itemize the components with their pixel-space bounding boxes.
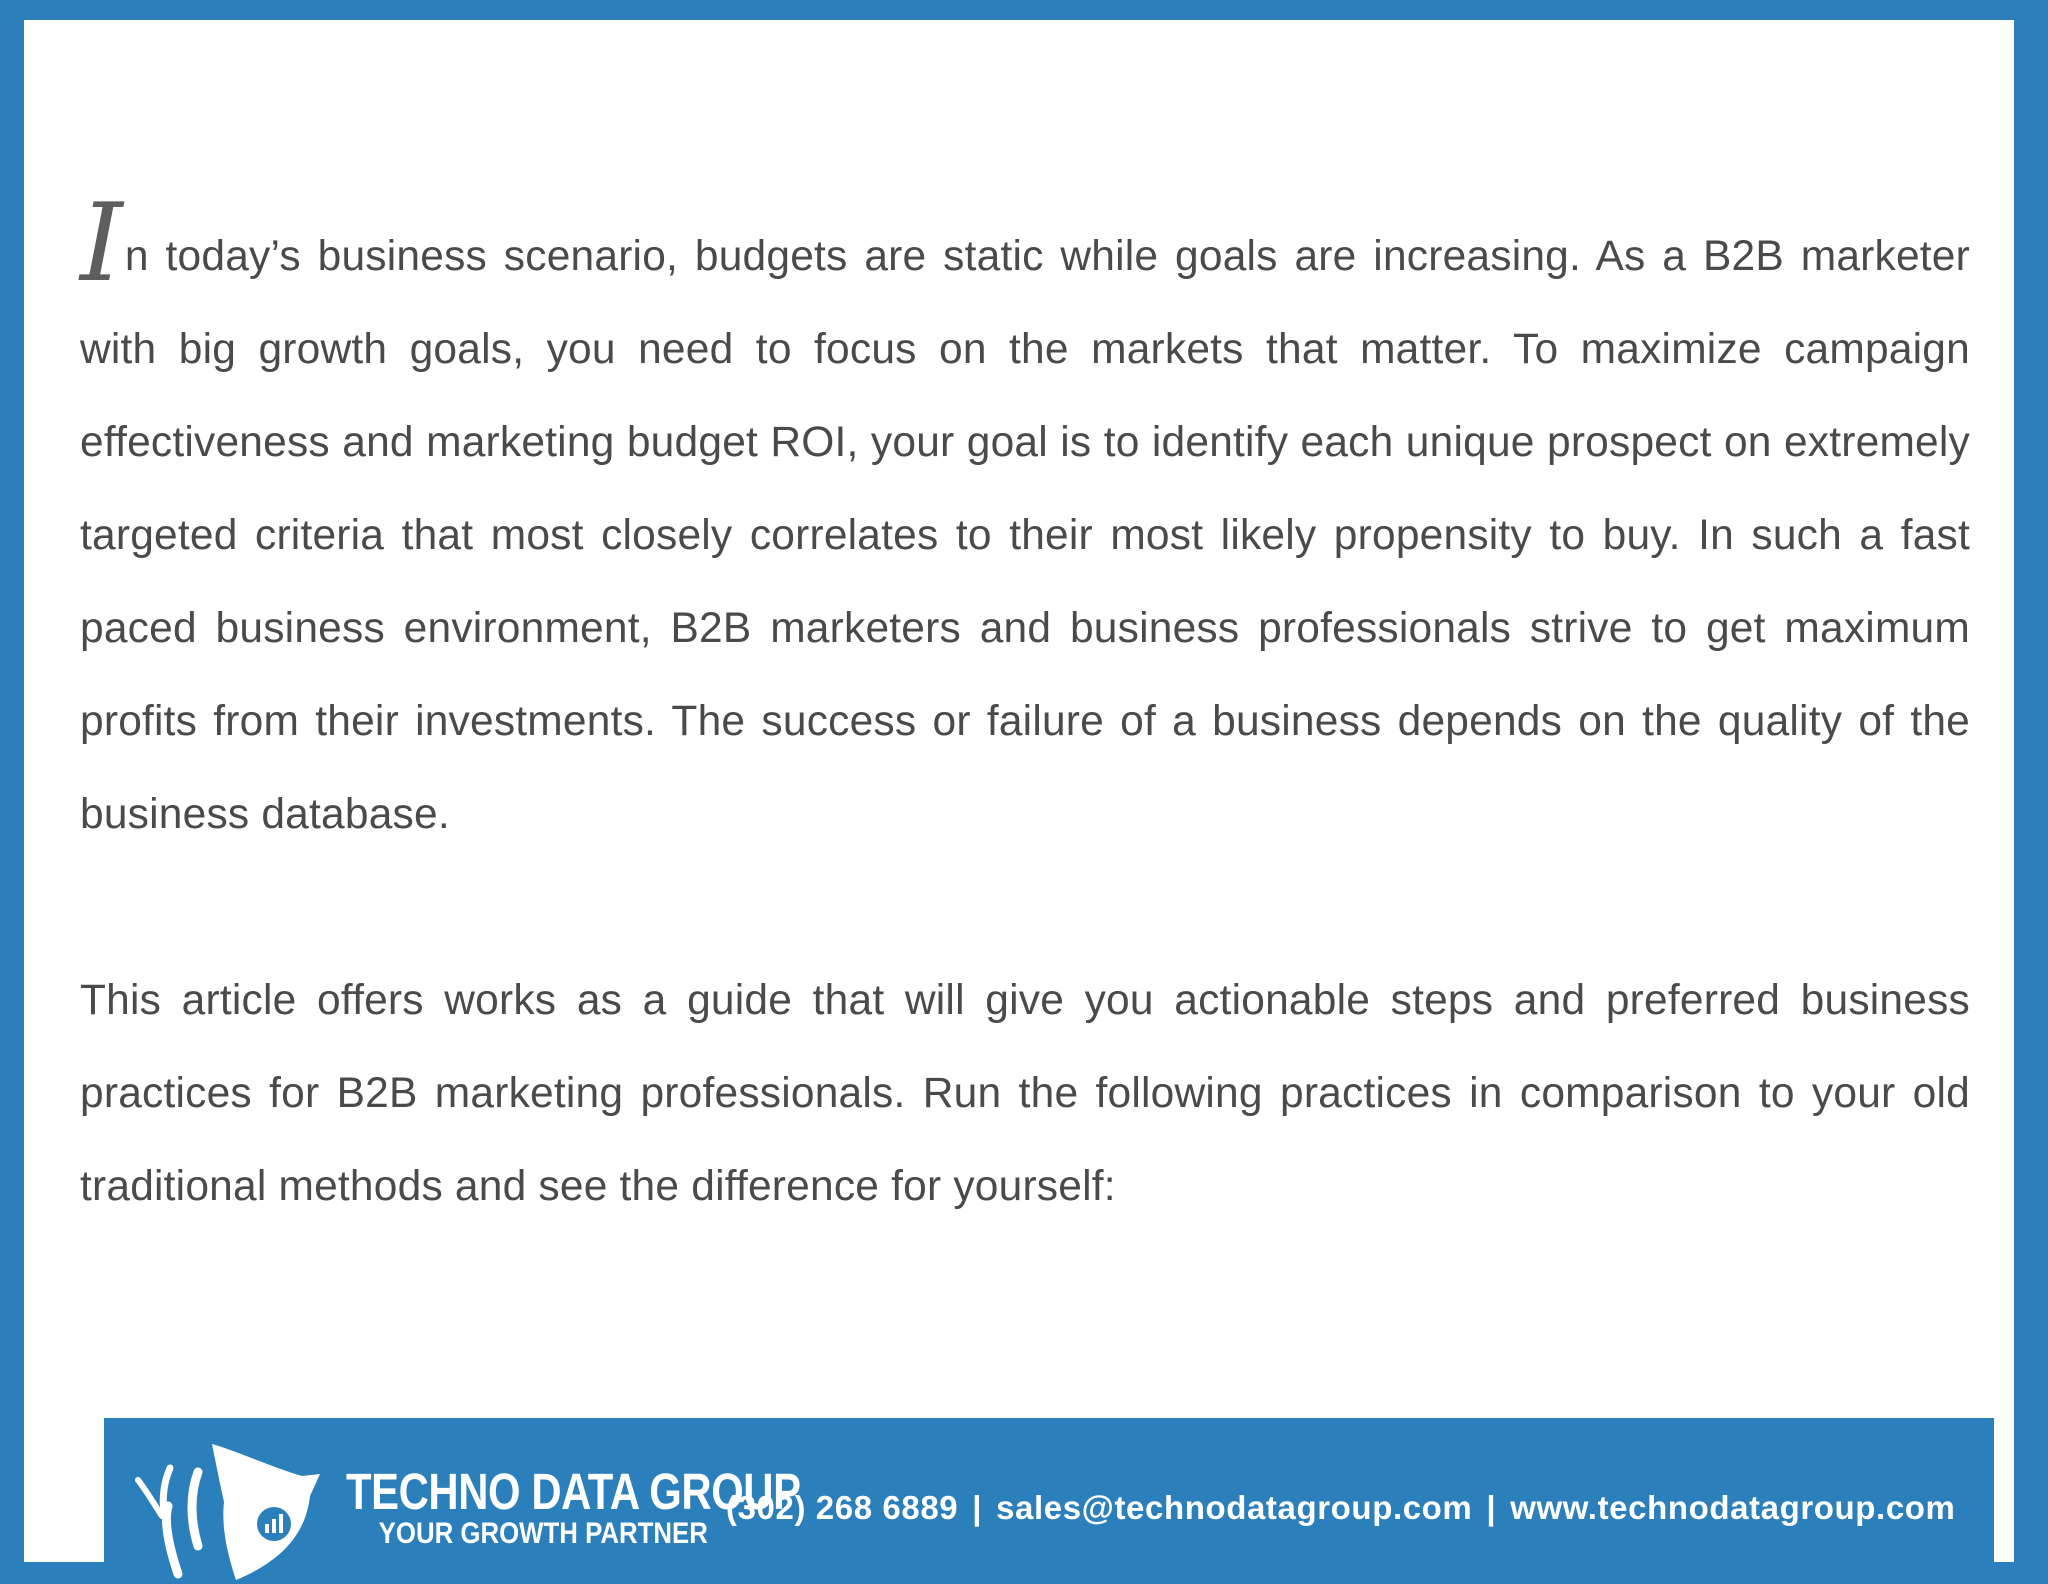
article-body — [80, 181, 1970, 1233]
article-paragraph-2: This article offers works as a guide that will give you actionable steps and preferred business practices for B2B marketing professionals. Run the following practices in comparison to your old traditional methods and see the difference for yourself: — [80, 977, 1970, 1210]
website-link[interactable]: www.technodatagroup.com — [1510, 1489, 1956, 1526]
contact-separator: | — [972, 1489, 983, 1526]
footer-contact-bar — [104, 1418, 1994, 1582]
contact-separator: | — [1486, 1489, 1497, 1526]
phone-number: (302) 268 6889 — [726, 1489, 959, 1526]
brand-name: TECHNO DATA GROUP — [346, 1463, 801, 1520]
drop-cap-letter: I — [80, 181, 123, 306]
contact-line — [726, 1488, 1955, 1528]
techno-data-group-logo — [124, 1424, 354, 1584]
brand-tagline: YOUR GROWTH PARTNER — [378, 1517, 708, 1550]
email-link[interactable]: sales@technodatagroup.com — [996, 1489, 1473, 1526]
article-paragraph-1 — [80, 181, 1970, 861]
paragraph-1-text: n today’s business scenario, budgets are static while goals are increasing. As a B2B marketer with big growth goals, you need to focus on the markets that matter. To maximize campaign effectiveness and marketing budget ROI, your goal is to identify each unique prospect on extremely targeted criteria that most closely correlates to their most likely propensity to buy. In such a fast paced business environment, B2B marketers and business professionals strive to get maximum profits from their investments. The success or failure of a business depends on the quality of the business database. — [80, 233, 1970, 838]
document-page — [24, 20, 2014, 1562]
bar-chart-circle-icon — [257, 1507, 291, 1541]
